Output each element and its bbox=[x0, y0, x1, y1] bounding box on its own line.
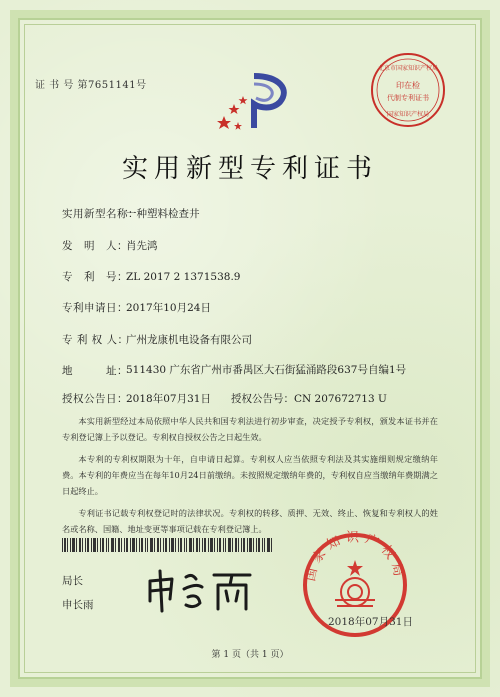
filing-date-label: 专利申请日： bbox=[62, 302, 128, 314]
page-number: 第 1 页（共 1 页） bbox=[211, 650, 289, 660]
model-name-label: 实用新型名称： bbox=[62, 208, 139, 220]
model-name-value: 一种塑料检查井 bbox=[126, 208, 200, 220]
inventor-row bbox=[62, 238, 158, 253]
body-paragraph: 本专利的专利权期限为十年，自申请日起算。专利权人应当依照专利法及其实施细则规定缴纳年费。本专利的年费应当在每年10月24日前缴纳。未按照规定缴纳年费的，专利权自应当缴纳年费期满之日起终止。 bbox=[62, 454, 438, 496]
patent-no-value: ZL 2017 2 1371538.9 bbox=[126, 271, 241, 283]
cnipa-logo-icon bbox=[210, 70, 300, 132]
svg-text:国家知识产权局: 国家知识产权局 bbox=[386, 111, 430, 118]
address-value: 511430 广东省广州市番禺区大石街猛涌路段637号自编1号 bbox=[126, 364, 407, 376]
svg-text:代制专利证书: 代制专利证书 bbox=[387, 94, 429, 102]
patentee-value: 广州龙康机电设备有限公司 bbox=[126, 334, 252, 346]
issue-date: 2018年07月31日 bbox=[328, 616, 413, 628]
handwritten-signature bbox=[140, 563, 260, 615]
certificate-body bbox=[62, 413, 438, 543]
publication-row bbox=[62, 391, 387, 406]
barcode bbox=[62, 538, 274, 552]
signatory-title: 局长 bbox=[62, 575, 83, 587]
filing-date-row bbox=[62, 300, 211, 315]
patent-no-label: 专 利 号： bbox=[62, 271, 128, 283]
pub-date-label: 授权公告日： bbox=[62, 393, 128, 405]
patentee-row bbox=[62, 332, 252, 347]
model-name-row bbox=[62, 206, 200, 221]
svg-text:印在检: 印在检 bbox=[396, 81, 420, 90]
pub-date-value: 2018年07月31日 bbox=[126, 393, 211, 405]
pub-no-value: CN 207672713 U bbox=[293, 393, 387, 405]
inspection-seal-icon bbox=[368, 50, 448, 130]
filing-date-value: 2017年10月24日 bbox=[126, 302, 211, 314]
certificate-title: 实用新型专利证书 bbox=[121, 154, 378, 184]
body-paragraph: 本实用新型经过本局依照中华人民共和国专利法进行初步审查，决定授予专利权，颁发本证书并在专利登记簿上予以登记。专利权自授权公告之日起生效。 bbox=[62, 416, 438, 442]
patent-no-row bbox=[62, 269, 240, 284]
patentee-label: 专 利 权 人： bbox=[62, 334, 129, 346]
address-label: 地 址： bbox=[62, 365, 128, 377]
inventor-label: 发 明 人： bbox=[62, 240, 128, 252]
svg-text:国家知识产权局: 国家知识产权局 bbox=[303, 530, 407, 583]
address-row bbox=[62, 363, 430, 378]
pub-no-label: 授权公告号： bbox=[230, 393, 294, 405]
signatory-name: 申长雨 bbox=[62, 599, 94, 611]
body-paragraph: 专利证书记载专利权登记时的法律状况。专利权的转移、质押、无效、终止、恢复和专利权人的姓名或名称、国籍、地址变更等事项记载在专利登记簿上。 bbox=[62, 508, 438, 534]
certificate-number: 证 书 号 第7651141号 bbox=[35, 80, 147, 91]
svg-text:北京市国家知识产权局: 北京市国家知识产权局 bbox=[377, 65, 439, 72]
inventor-value: 肖先鸿 bbox=[126, 240, 158, 252]
